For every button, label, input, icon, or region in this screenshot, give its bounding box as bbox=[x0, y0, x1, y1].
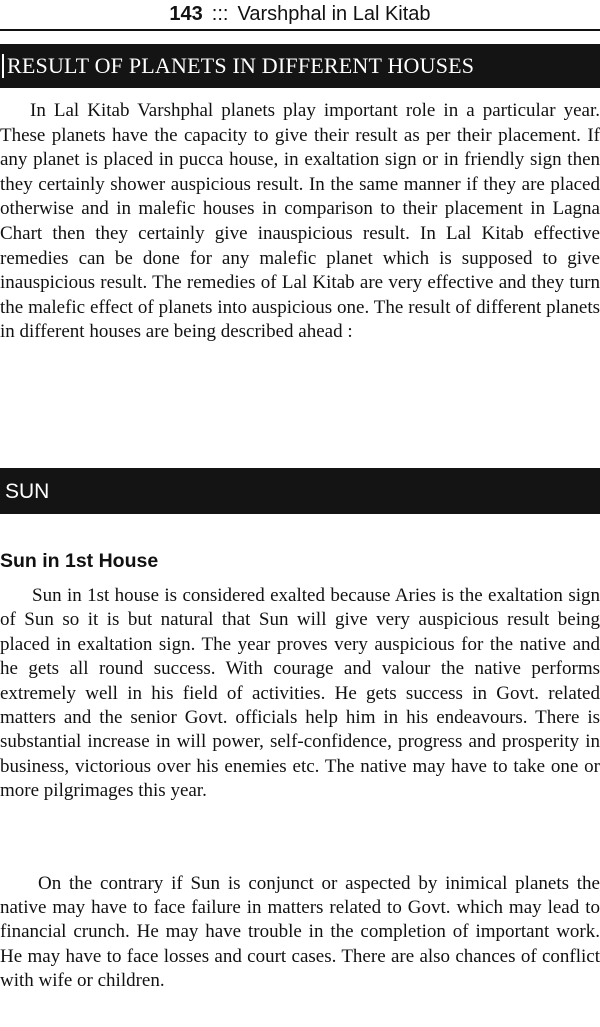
subheading-sun-1st-house: Sun in 1st House bbox=[0, 550, 159, 572]
sun-paragraph-1: Sun in 1st house is considered exalted because Aries is the exaltation sign of Sun so it is but natural that Sun will give very auspicious result being placed in exaltation sign. The year proves very auspicious for the native and he gets all round success. With courage and valour the native performs extremely well in his field of activities. He gets success in Govt. related matters and the senior Govt. officials help him in his endeavours. There is substantial increase in will power, self-confidence, progress and prosperity in business, victorious over his enemies etc. The native may have to take one or more pilgrimages this year. bbox=[0, 585, 600, 802]
page-number: 143 bbox=[169, 3, 203, 25]
intro-paragraph: In Lal Kitab Varshphal planets play important role in a particular year. These planets have the capacity to give their result as per their placement. If any planet is placed in pucca house, in exaltation sign or in friendly sign then they certainly shower auspicious result. In the same manner if they are placed otherwise and in malefic houses in comparison to their placement in Lagna Chart then they certainly give inauspicious result. In Lal Kitab effective remedies can be done for any malefic planet which is supposed to give inauspicious result. The remedies of Lal Kitab are very effective and they turn the malefic effect of planets into auspicious one. The result of different planets in different houses are being described ahead : bbox=[0, 100, 600, 343]
book-title: Varshphal in Lal Kitab bbox=[237, 3, 431, 25]
running-header bbox=[0, 2, 600, 26]
header-rule bbox=[0, 29, 600, 31]
heading-accent-bar bbox=[2, 54, 4, 78]
section-title-result: RESULT OF PLANETS IN DIFFERENT HOUSES bbox=[7, 53, 475, 78]
header-separator: ::: bbox=[211, 3, 229, 25]
sun-paragraph-2: On the contrary if Sun is conjunct or aspected by inimical planets the native may have to face failure in matters related to Govt. which may lead to financial crunch. He may have trouble in the completion of important work. He may have to face losses and court cases. There are also chances of conflict with wife or children. bbox=[0, 873, 600, 991]
section-heading-band-sun bbox=[0, 468, 600, 514]
section-heading-band-result bbox=[0, 44, 600, 88]
section-title-sun: SUN bbox=[5, 480, 50, 503]
